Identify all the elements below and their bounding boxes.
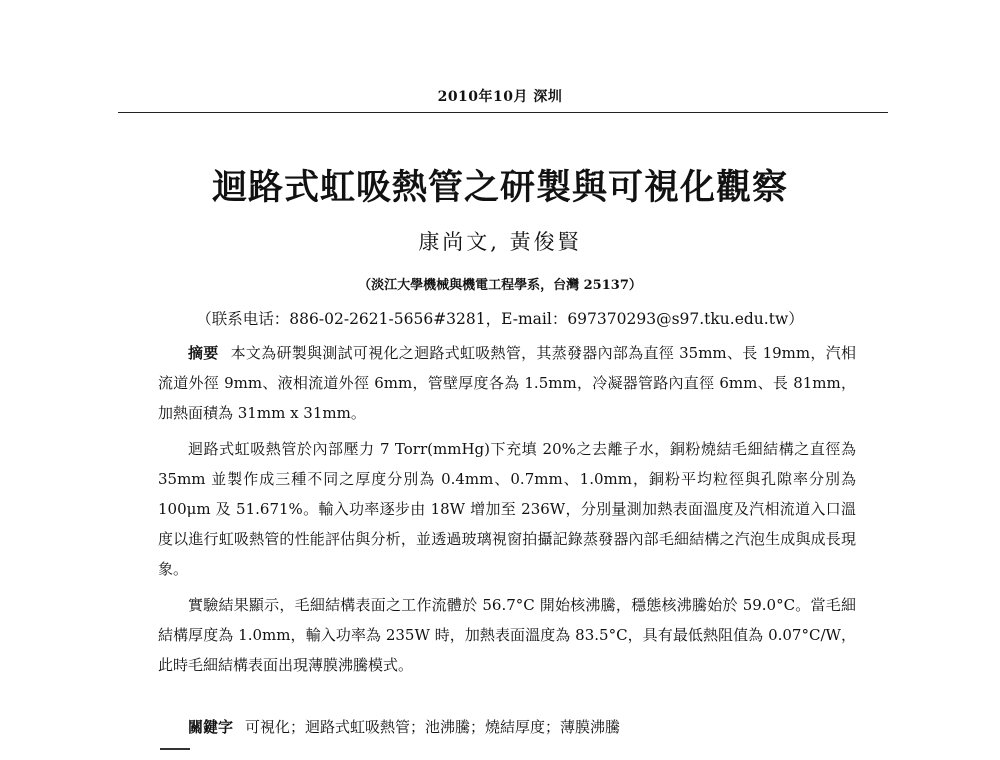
abstract-section	[158, 338, 856, 680]
header-rule	[118, 112, 888, 113]
affiliation: （淡江大學機械與機電工程學系，台灣 25137）	[358, 278, 642, 293]
abstract-text-1: 本文為研製與測試可視化之迴路式虹吸熱管，其蒸發器內部為直徑 35mm、長 19mm，汽相流道外徑 9mm、液相流道外徑 6mm，管壁厚度各為 1.5mm，冷凝器管路內直徑 6mm、長 81mm，加熱面積為 31mm x 31mm。	[158, 344, 856, 422]
abstract-paragraph-3: 實驗結果顯示，毛細結構表面之工作流體於 56.7°C 開始核沸騰，穩態核沸騰始於 59.0°C。當毛細結構厚度為 1.0mm，輸入功率為 235W 時，加熱表面溫度為 83.5°C，具有最低熱阻值為 0.07°C/W，此時毛細結構表面出現薄膜沸騰模式。	[158, 596, 856, 674]
keywords-text: 可視化；迴路式虹吸熱管；池沸騰；燒結厚度；薄膜沸騰	[245, 718, 621, 736]
running-header: 2010年10月 深圳	[437, 89, 563, 105]
abstract-label: 摘要	[188, 344, 219, 362]
author-list: 康尚文, 黃俊賢	[418, 230, 582, 254]
abstract-paragraph-2: 迴路式虹吸熱管於內部壓力 7 Torr(mmHg)下充填 20%之去離子水，銅粉燒結毛細結構之直徑為 35mm 並製作成三種不同之厚度分別為 0.4mm、0.7mm、1.0mm，銅粉平均粒徑與孔隙率分別為 100μm 及 51.671%。輸入功率逐步由 18W 增加至 236W，分別量測加熱表面溫度及汽相流道入口溫度以進行虹吸熱管的性能評估與分析，並透過玻璃視窗拍攝記錄蒸發器內部毛細結構之汽泡生成與成長現象。	[158, 440, 856, 578]
paper-title: 迴路式虹吸熱管之研製與可視化觀察	[211, 168, 788, 208]
abstract-paragraph-1	[158, 338, 856, 428]
keywords-label: 關鍵字	[188, 718, 234, 736]
keywords-section	[158, 712, 856, 742]
contact-info: （联系电话：886-02-2621-5656#3281，E-mail：697370293@s97.tku.edu.tw）	[196, 310, 804, 328]
cut-off-text-fragment	[160, 748, 190, 756]
